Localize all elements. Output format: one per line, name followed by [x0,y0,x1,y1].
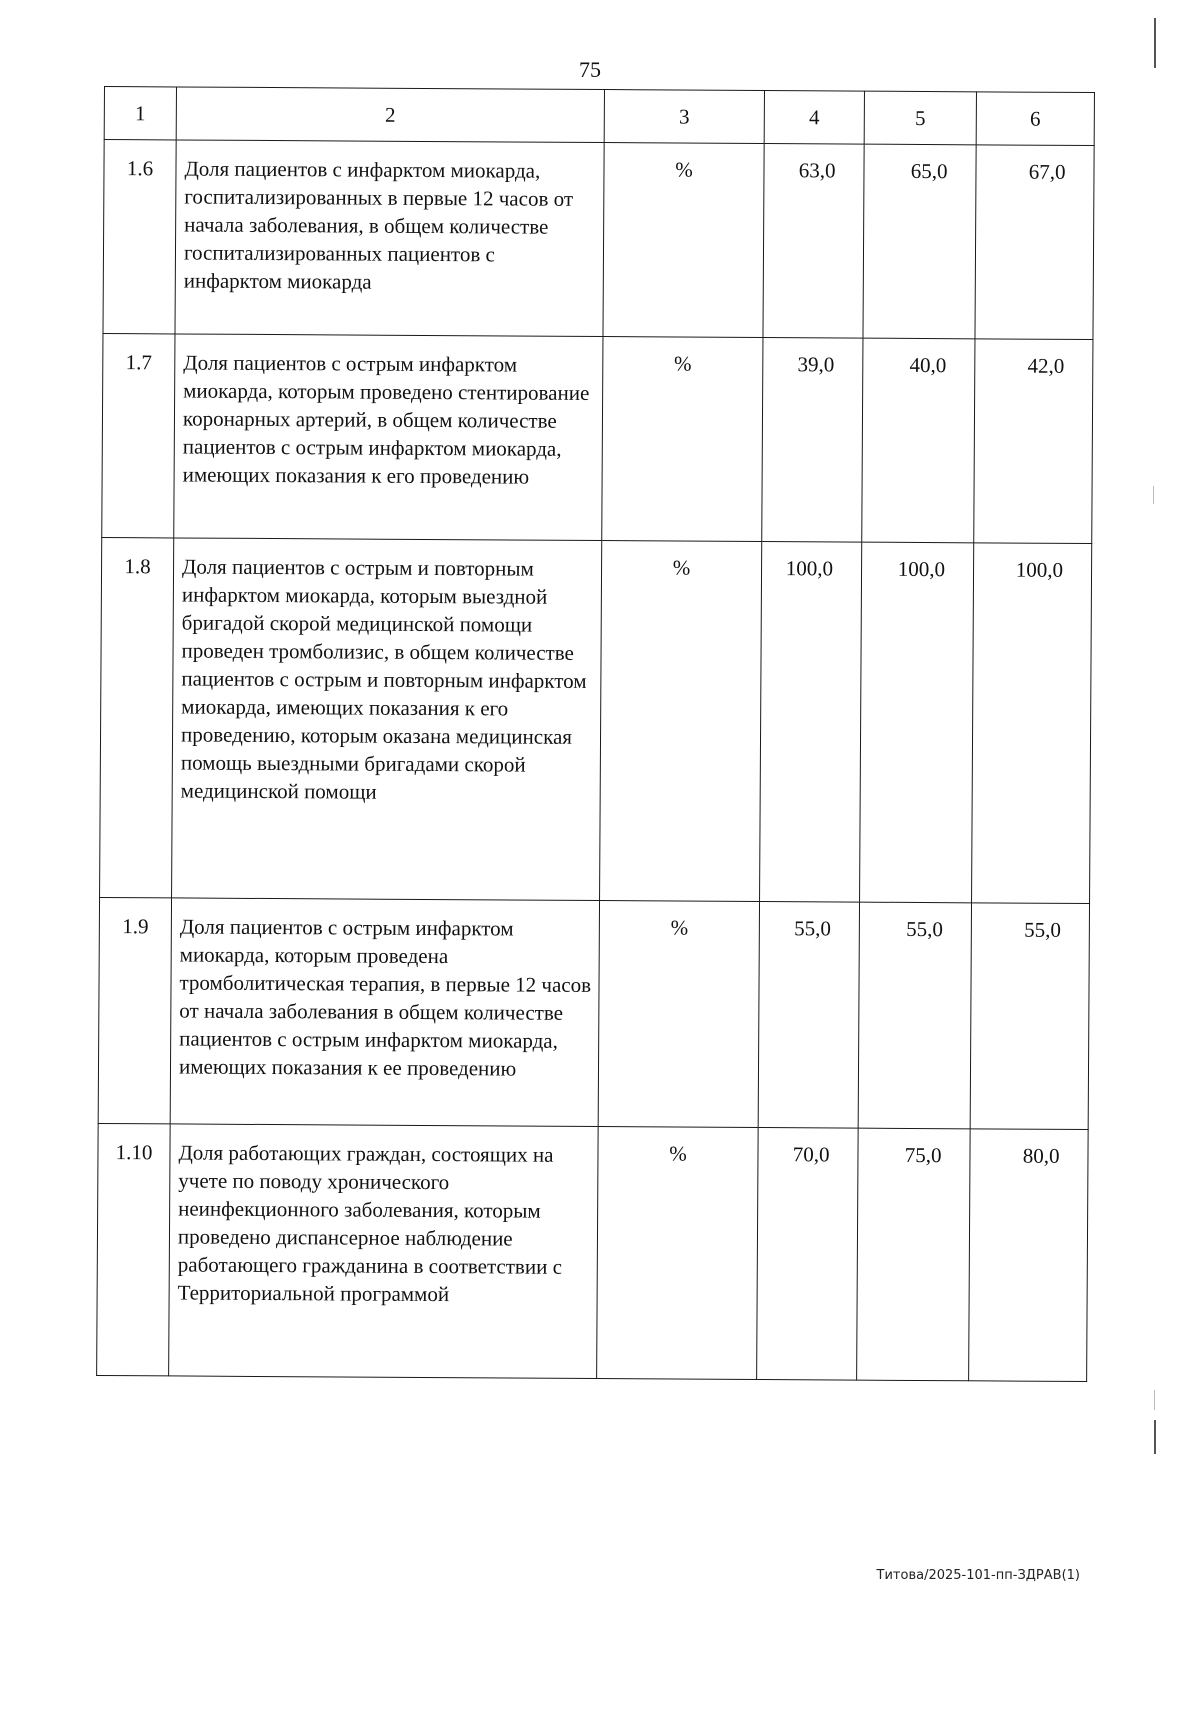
indicator-table [96,86,1095,1382]
document-footer-code: Титова/2025-101-пп-ЗДРАВ(1) [876,1568,1080,1583]
indicator-description: Доля пациентов с острым и повторным инфарктом миокарда, которым выездной бригадой скорой медицинской помощи проведен тромболизис, в общем количестве пациентов с острым и повторным инфарктом миокарда, имеющих показания к его проведению, которым оказана медицинская помощь выездными бригадами скорой медицинской помощи [172,538,602,901]
value-col6: 55,0 [970,903,1089,1130]
row-number: 1.10 [97,1123,171,1375]
unit-cell: % [603,143,764,338]
indicator-description: Доля работающих граждан, состоящих на учете по поводу хронического неинфекционного заболевания, которым проведено диспансерное наблюдение работающего гражданина в соответствии с Территориальной программой [169,1124,599,1379]
scan-artifact-line [1153,486,1154,504]
value-col6: 67,0 [975,145,1094,340]
unit-cell: % [597,1127,759,1380]
header-cell-col2: 2 [176,87,604,143]
row-number: 1.6 [103,140,176,334]
value-col4: 39,0 [762,338,863,543]
value-col4: 70,0 [757,1128,859,1381]
value-col5: 55,0 [858,902,971,1129]
value-col4: 100,0 [760,542,862,903]
page-number: 75 [579,57,601,82]
indicator-description: Доля пациентов с инфарктом миокарда, госпитализированных в первые 12 часов от начала заболевания, в общем количестве госпитализированных пациентов с инфарктом миокарда [175,140,604,337]
table-row [98,897,1089,1129]
table-row [103,140,1094,340]
unit-cell: % [600,541,762,902]
value-col5: 65,0 [863,144,976,339]
header-cell-col6: 6 [976,92,1094,146]
table-row [102,333,1093,543]
value-col5: 75,0 [857,1128,971,1381]
scan-artifact-line [1154,18,1156,68]
row-number: 1.7 [102,333,175,537]
indicator-description: Доля пациентов с острым инфарктом миокарда, которым проведена тромболитическая терапия, в первые 12 часов от начала заболевания в общем количестве пациентов с острым инфарктом миокарда, имеющих показания к ее проведению [170,898,599,1127]
scan-artifact-line [1154,1420,1156,1454]
row-number: 1.9 [98,897,171,1123]
header-cell-col1: 1 [104,87,176,140]
table-row [100,537,1092,903]
header-cell-col3: 3 [604,90,764,144]
indicator-description: Доля пациентов с острым инфарктом миокарда, которым проведено стентирование коронарных артерий, в общем количестве пациентов с острым инфарктом миокарда, имеющих показания к его проведению [174,334,603,541]
value-col6: 42,0 [974,339,1093,544]
value-col5: 40,0 [862,338,975,543]
header-cell-col5: 5 [864,91,976,145]
scan-artifact-line [1154,1390,1155,1410]
unit-cell: % [602,337,763,542]
header-cell-col4: 4 [764,91,864,145]
value-col4: 55,0 [758,902,859,1129]
value-col6: 80,0 [969,1129,1089,1382]
value-col6: 100,0 [972,543,1092,904]
value-col5: 100,0 [860,542,974,903]
table-row [97,1123,1089,1381]
table-header-row [104,87,1094,146]
unit-cell: % [598,901,759,1128]
value-col4: 63,0 [763,144,864,339]
row-number: 1.8 [100,537,174,897]
